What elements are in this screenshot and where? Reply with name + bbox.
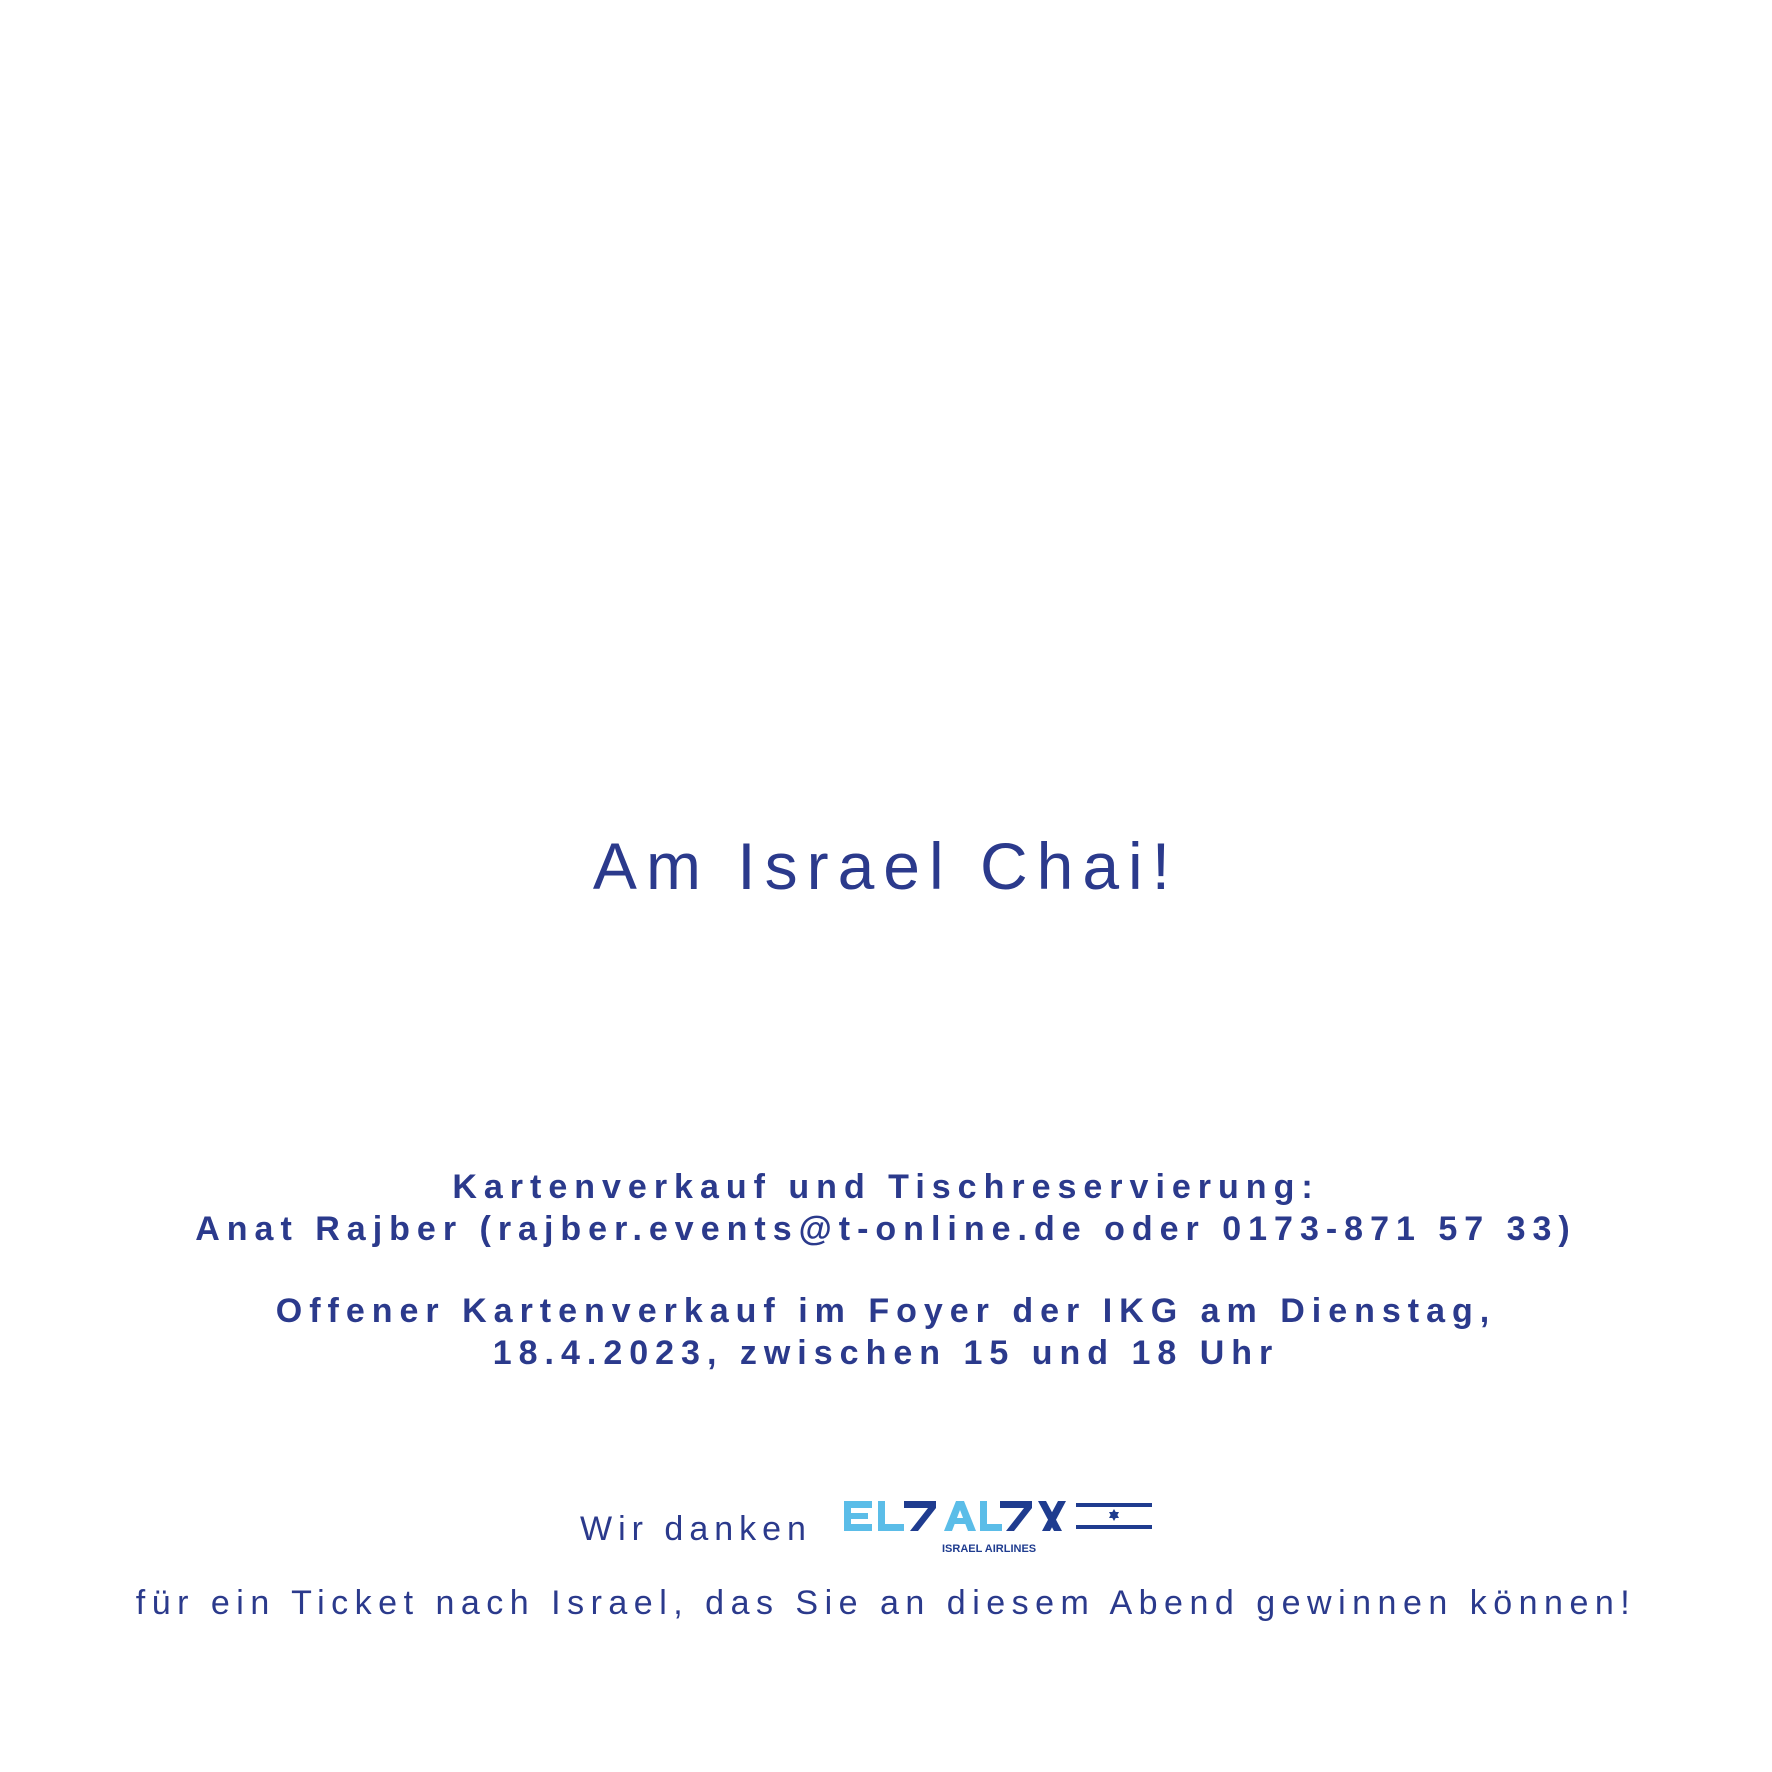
headline: Am Israel Chai! <box>592 829 1180 903</box>
elal-logo <box>844 1498 1154 1560</box>
contact-line: Anat Rajber (rajber.events@t-online.de oder 0173-871 57 33) <box>195 1210 1577 1248</box>
open-sales-date-line: 18.4.2023, zwischen 15 und 18 Uhr <box>492 1334 1280 1372</box>
logo-tagline: ISRAEL AIRLINES <box>941 1543 1037 1555</box>
star-of-david-icon <box>1076 1503 1152 1529</box>
sponsor-row <box>580 1494 1154 1564</box>
raffle-line: für ein Ticket nach Israel, das Sie an diesem Abend gewinnen können! <box>135 1584 1637 1622</box>
thanks-text: Wir danken <box>580 1510 812 1548</box>
open-sales-line: Offener Kartenverkauf im Foyer der IKG am Dienstag, <box>275 1292 1497 1330</box>
ticket-sales-heading: Kartenverkauf und Tischreservierung: <box>452 1168 1320 1206</box>
